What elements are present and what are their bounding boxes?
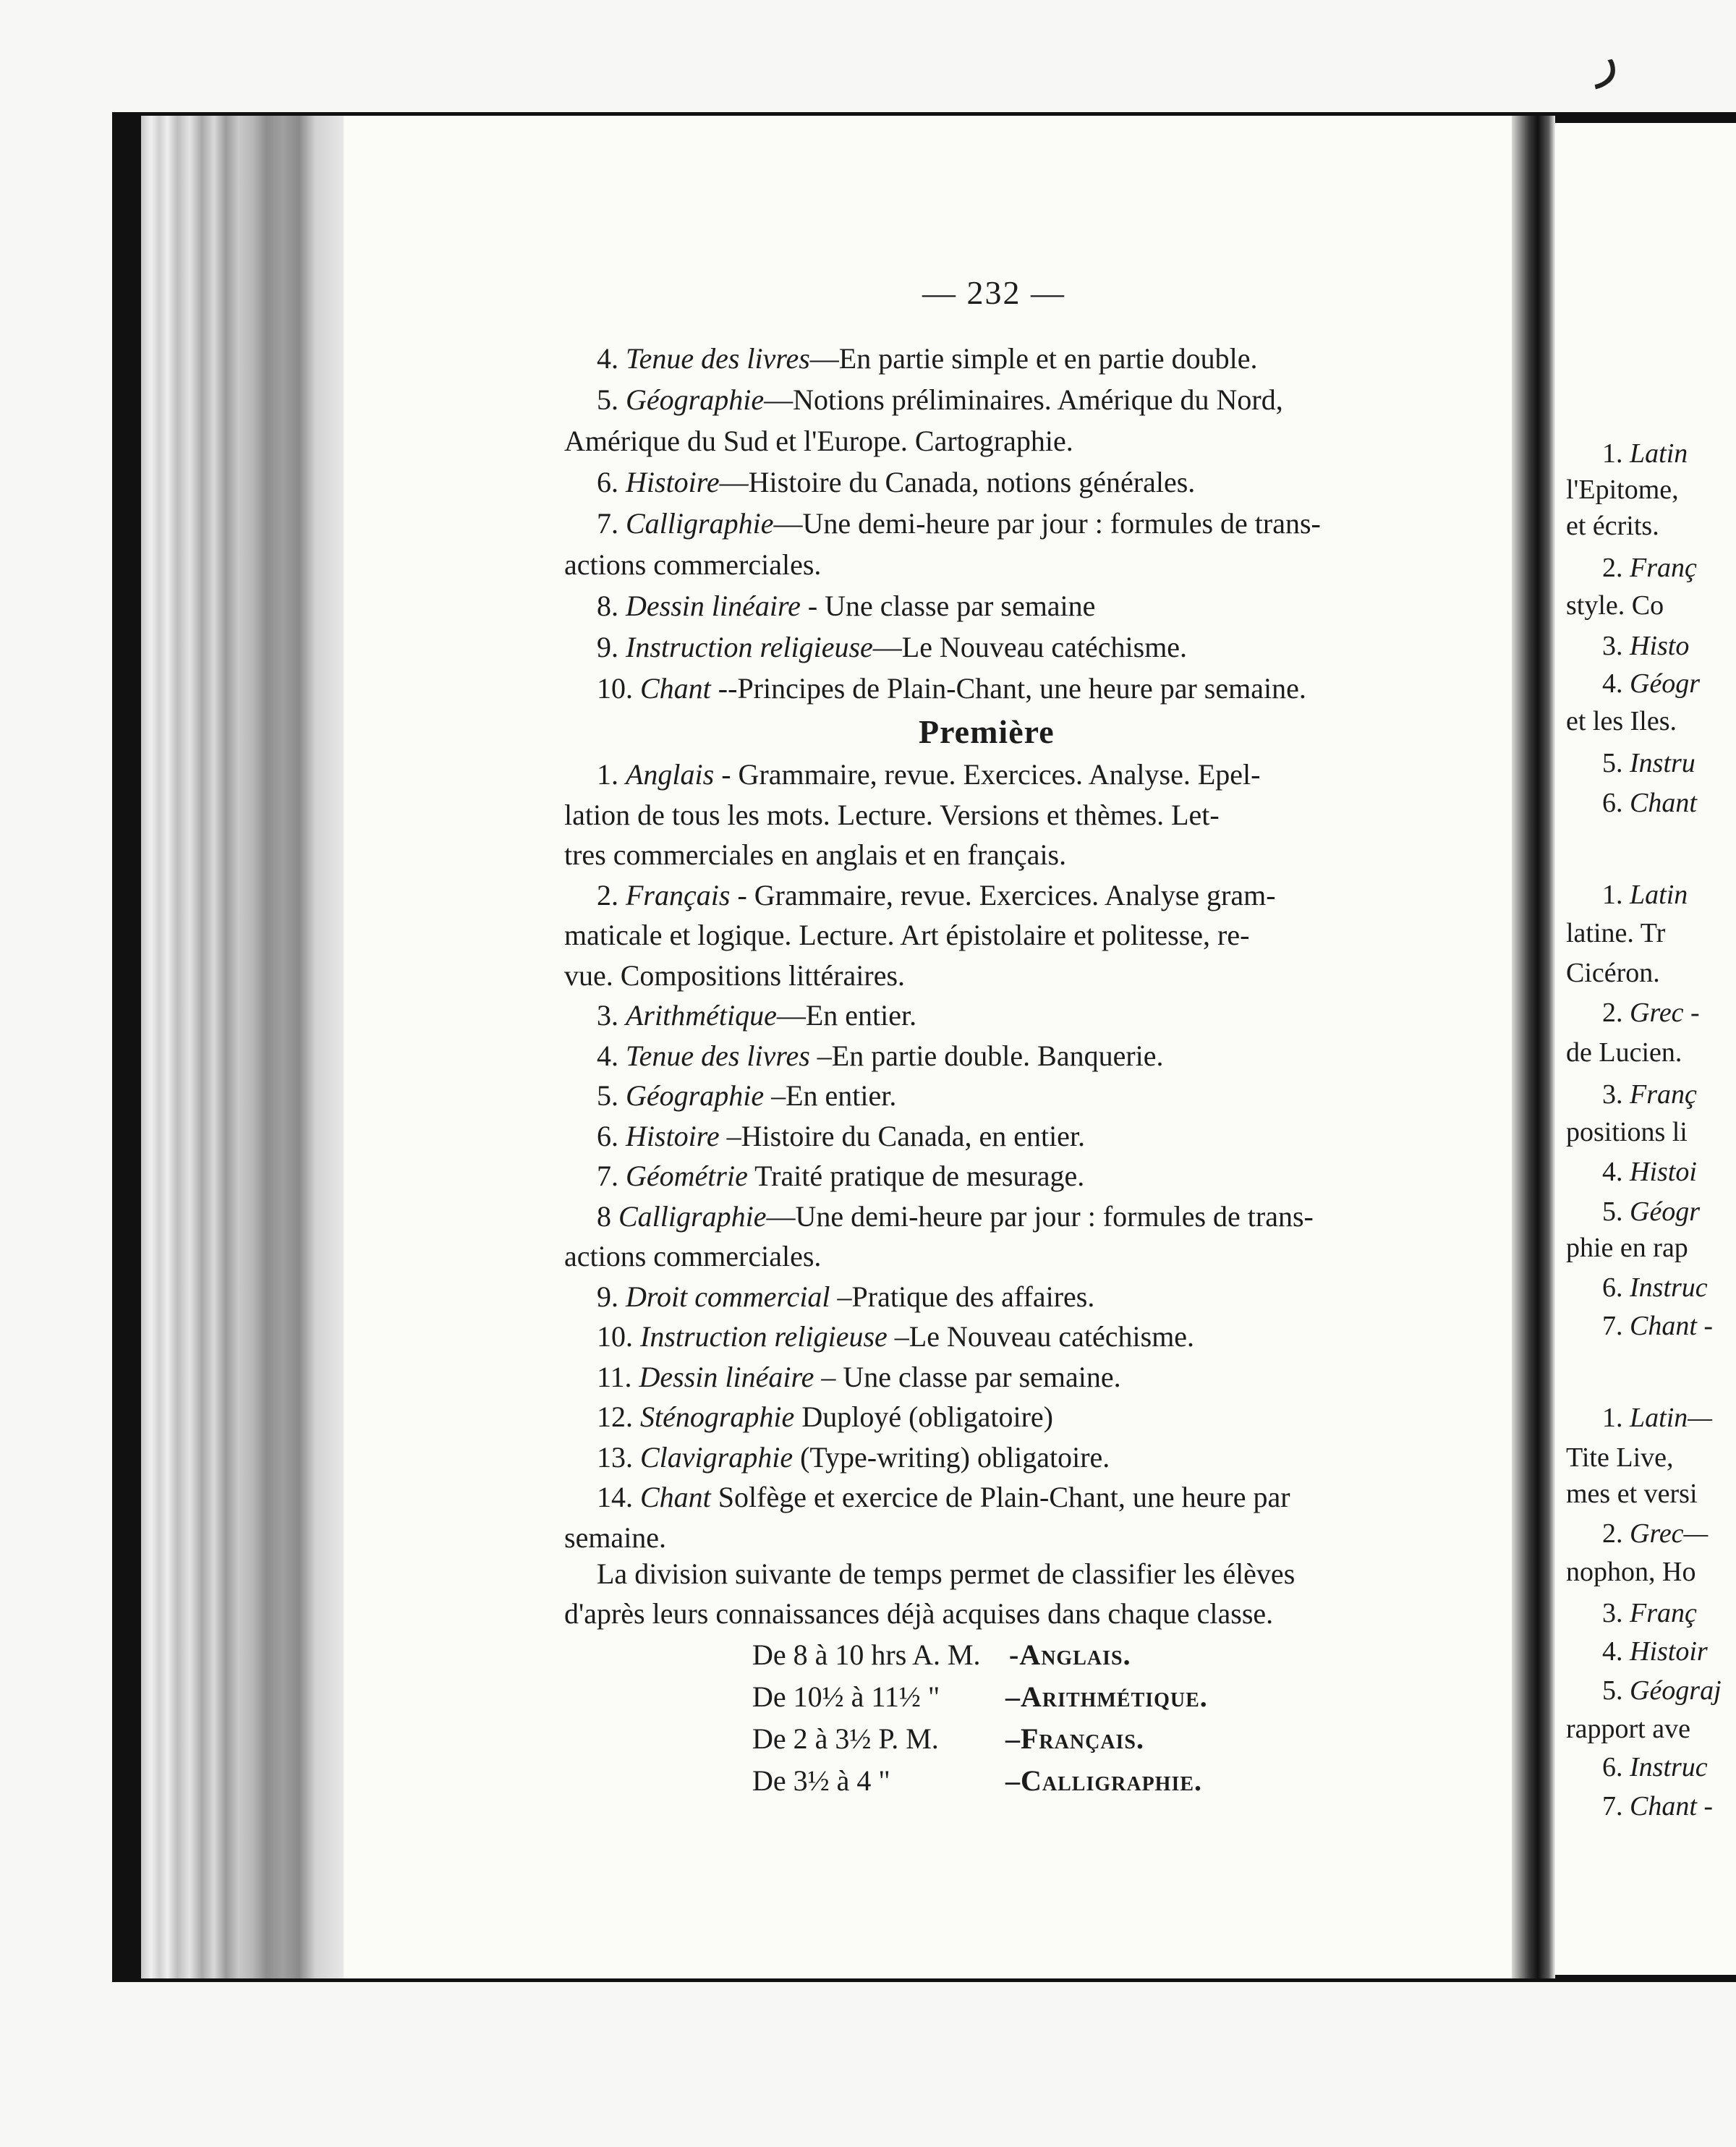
item-number: 7. <box>597 1160 626 1192</box>
subject-description: –En entier. <box>764 1079 897 1112</box>
subject-name: Grec - <box>1630 998 1700 1028</box>
item-number: 5. <box>1602 1675 1630 1706</box>
book-page-edges <box>141 116 344 1978</box>
right-page-course-line <box>1602 1749 1708 1785</box>
right-page-course-line <box>1602 785 1697 821</box>
item-number: 4. <box>1602 668 1630 699</box>
course-line <box>597 629 1465 666</box>
course-line <box>597 670 1465 707</box>
schedule-time: De 10½ à 11½ " <box>752 1680 940 1713</box>
right-page-course-line <box>1602 1076 1697 1113</box>
subject-description: --Principes de Plain-Chant, une heure par semaine. <box>710 672 1306 705</box>
right-page-course-line <box>1602 1633 1708 1670</box>
subject-name: Histoire <box>626 466 720 498</box>
right-page-course-line <box>1602 1154 1697 1190</box>
right-page-course-line <box>1602 745 1695 781</box>
item-number: 1. <box>1602 1403 1630 1433</box>
subject-description: - Une classe par semaine <box>800 590 1096 622</box>
subject-name: Instruc <box>1630 1752 1708 1782</box>
continuation-line: maticale et logique. Lecture. Art épistolaire et politesse, re- <box>564 919 1250 951</box>
item-number: 6. <box>1602 788 1630 818</box>
subject-name: Latin— <box>1630 1403 1713 1433</box>
subject-name: Calligraphie <box>626 507 774 540</box>
course-line <box>597 1077 1465 1115</box>
item-number: 9. <box>597 631 626 663</box>
subject-description: –Histoire du Canada, en entier. <box>719 1119 1086 1152</box>
subject-name: Chant - <box>1630 1791 1714 1821</box>
right-page-continuation: latine. Tr <box>1566 918 1666 948</box>
subject-description: —Histoire du Canada, notions générales. <box>719 466 1196 498</box>
item-number: 9. <box>597 1280 626 1313</box>
subject-description: Traité pratique de mesurage. <box>747 1160 1085 1192</box>
course-line <box>597 1359 1465 1396</box>
continuation-line: semaine. <box>564 1521 667 1554</box>
course-line <box>597 1157 1465 1195</box>
subject-name: Histoi <box>1630 1157 1697 1187</box>
section-heading: Première <box>919 713 1055 750</box>
right-page-continuation: positions li <box>1566 1117 1688 1147</box>
item-number: 5. <box>597 1079 626 1112</box>
subject-name: Français <box>626 878 731 911</box>
right-page-course-line <box>1602 1308 1713 1344</box>
item-number: 12. <box>597 1400 640 1433</box>
right-page-course-line <box>1602 550 1697 586</box>
subject-name: Franç <box>1630 553 1697 583</box>
schedule-subject: -Anglais. <box>1009 1638 1131 1671</box>
subject-name: Chant <box>640 672 711 705</box>
subject-description: —Notions préliminaires. Amérique du Nord, <box>764 383 1283 416</box>
subject-name: Dessin linéaire <box>639 1360 814 1393</box>
subject-name: Instruc <box>1630 1272 1708 1303</box>
item-number: 10. <box>597 672 640 705</box>
item-number: 2. <box>597 878 626 911</box>
subject-description: Solfège et exercice de Plain-Chant, une heure par <box>710 1481 1290 1513</box>
continuation-line: vue. Compositions littéraires. <box>564 958 906 992</box>
subject-name: Chant - <box>1630 1311 1714 1341</box>
film-corner-mark: ر <box>1586 28 1622 88</box>
course-line <box>597 587 1465 625</box>
subject-name: Dessin linéaire <box>626 590 801 622</box>
course-line <box>597 1037 1465 1075</box>
course-line <box>597 505 1465 543</box>
subject-description: —Le Nouveau catéchisme. <box>872 631 1188 663</box>
right-page-continuation: et écrits. <box>1566 511 1659 541</box>
right-page-course-line <box>1602 1270 1708 1306</box>
course-line <box>597 381 1465 419</box>
course-line <box>597 340 1465 378</box>
subject-name: Chant <box>640 1481 711 1513</box>
item-number: 7. <box>1602 1791 1630 1821</box>
schedule-time: De 2 à 3½ P. M. <box>752 1722 939 1755</box>
subject-description: –En partie double. Banquerie. <box>809 1039 1164 1072</box>
subject-name: Franç <box>1630 1079 1697 1110</box>
subject-name: Instruction religieuse <box>640 1320 888 1353</box>
schedule-subject: –Calligraphie. <box>1005 1764 1203 1797</box>
subject-description: —En partie simple et en partie double. <box>809 342 1258 375</box>
closing-line: d'après leurs connaissances déjà acquises dans chaque classe. <box>564 1597 1274 1630</box>
subject-name: Géométrie <box>626 1160 748 1192</box>
subject-name: Instru <box>1630 748 1695 778</box>
subject-name: Latin <box>1630 438 1688 469</box>
subject-description: - Grammaire, revue. Exercices. Analyse gram- <box>730 878 1276 911</box>
item-number: 4. <box>597 342 626 375</box>
course-line <box>597 1278 1465 1316</box>
item-number: 5. <box>1602 1196 1630 1227</box>
subject-name: Chant <box>1630 788 1697 818</box>
right-page-continuation: l'Epitome, <box>1566 475 1679 505</box>
course-line <box>597 1318 1465 1356</box>
course-line <box>597 877 1465 914</box>
right-page-continuation: de Lucien. <box>1566 1037 1682 1068</box>
course-line <box>597 756 1465 794</box>
schedule-time: De 8 à 10 hrs A. M. <box>752 1638 981 1671</box>
right-page-course-line <box>1602 1194 1700 1230</box>
item-number: 1. <box>1602 880 1630 910</box>
item-number: 4. <box>1602 1636 1630 1667</box>
right-page-course-line <box>1602 1595 1697 1631</box>
item-number: 3. <box>1602 1079 1630 1110</box>
right-page-continuation: Cicéron. <box>1566 958 1660 988</box>
page-number: — 232 — <box>922 274 1065 311</box>
subject-name: Grec— <box>1630 1518 1709 1549</box>
schedule-subject: –Français. <box>1005 1722 1145 1755</box>
subject-description: –Le Nouveau catéchisme. <box>887 1320 1195 1353</box>
item-number: 1. <box>1602 438 1630 469</box>
subject-name: Histoir <box>1630 1636 1708 1667</box>
item-number: 6. <box>1602 1752 1630 1782</box>
subject-name: Latin <box>1630 880 1688 910</box>
item-number: 14. <box>597 1481 640 1513</box>
right-page-continuation: mes et versi <box>1566 1479 1698 1509</box>
subject-name: Géogr <box>1630 1196 1701 1227</box>
item-number: 7. <box>597 507 626 540</box>
item-number: 8. <box>597 590 626 622</box>
right-page-course-line <box>1602 1788 1713 1824</box>
course-line <box>597 464 1465 501</box>
subject-name: Géographie <box>626 1079 765 1112</box>
right-page-course-line <box>1602 995 1700 1031</box>
subject-name: Franç <box>1630 1598 1697 1628</box>
subject-name: Calligraphie <box>618 1199 767 1233</box>
right-page-course-line <box>1602 1515 1708 1552</box>
subject-description: – Une classe par semaine. <box>814 1360 1121 1393</box>
course-line <box>597 1439 1465 1476</box>
item-number: 4. <box>597 1039 626 1072</box>
subject-name: Arithmétique <box>626 999 777 1032</box>
right-page-course-line <box>1602 1400 1712 1436</box>
subject-description: (Type-writing) obligatoire. <box>793 1440 1110 1474</box>
subject-name: Histoire <box>626 1119 720 1152</box>
subject-name: Géogr <box>1630 668 1701 699</box>
right-page-continuation: rapport ave <box>1566 1714 1690 1744</box>
item-number: 3. <box>1602 631 1630 661</box>
subject-name: Tenue des livres <box>626 342 810 375</box>
right-page-continuation: style. Co <box>1566 590 1664 621</box>
item-number: 3. <box>1602 1598 1630 1628</box>
subject-description: Duployé (obligatoire) <box>794 1400 1053 1433</box>
right-page-continuation: phie en rap <box>1566 1233 1688 1263</box>
right-page-course-line <box>1602 1672 1722 1709</box>
item-number: 3. <box>597 999 626 1032</box>
course-line <box>597 997 1465 1034</box>
book-gutter <box>1512 116 1555 1978</box>
subject-description: –Pratique des affaires. <box>830 1280 1095 1313</box>
continuation-line: lation de tous les mots. Lecture. Versions et thèmes. Let- <box>564 798 1220 831</box>
right-page-course-line <box>1602 877 1688 913</box>
subject-name: Histo <box>1630 631 1690 661</box>
item-number: 10. <box>597 1320 640 1353</box>
closing-line: La division suivante de temps permet de classifier les élèves <box>597 1557 1295 1590</box>
schedule-subject: –Arithmétique. <box>1005 1680 1208 1713</box>
item-number: 5. <box>1602 748 1630 778</box>
course-line <box>597 1118 1465 1155</box>
item-number: 2. <box>1602 998 1630 1028</box>
schedule-time: De 3½ à 4 " <box>752 1764 890 1797</box>
subject-name: Tenue des livres <box>626 1039 810 1072</box>
item-number: 5. <box>597 383 626 416</box>
subject-name: Géograj <box>1630 1675 1722 1706</box>
continuation-line: actions commerciales. <box>564 548 822 581</box>
continuation-line: actions commerciales. <box>564 1240 822 1272</box>
item-number: 6. <box>597 466 626 498</box>
course-line <box>597 1479 1465 1516</box>
right-page-continuation: Tite Live, <box>1566 1442 1674 1473</box>
right-page-continuation: nophon, Ho <box>1566 1557 1696 1587</box>
item-number: 11. <box>597 1360 639 1393</box>
item-number: 6. <box>597 1119 626 1152</box>
subject-name: Clavigraphie <box>640 1440 793 1474</box>
subject-name: Droit commercial <box>626 1280 830 1313</box>
subject-name: Anglais <box>626 758 715 791</box>
right-page-course-line <box>1602 666 1700 702</box>
item-number: 8 <box>597 1199 618 1233</box>
subject-description: —Une demi-heure par jour : formules de trans- <box>766 1199 1314 1233</box>
item-number: 7. <box>1602 1311 1630 1341</box>
right-page-continuation: et les Iles. <box>1566 706 1677 736</box>
item-number: 6. <box>1602 1272 1630 1303</box>
course-line <box>597 1198 1465 1236</box>
right-page-course-line <box>1602 435 1688 472</box>
item-number: 1. <box>597 758 626 791</box>
subject-name: Géographie <box>626 383 765 416</box>
course-line <box>597 1398 1465 1436</box>
item-number: 13. <box>597 1440 640 1474</box>
subject-name: Sténographie <box>640 1400 795 1433</box>
continuation-line: Amérique du Sud et l'Europe. Cartographie. <box>564 425 1073 457</box>
subject-description: —En entier. <box>776 999 917 1032</box>
subject-description: - Grammaire, revue. Exercices. Analyse. Epel- <box>714 758 1261 791</box>
subject-description: —Une demi-heure par jour : formules de trans- <box>773 507 1321 540</box>
subject-name: Instruction religieuse <box>626 631 873 663</box>
item-number: 2. <box>1602 553 1630 583</box>
continuation-line: tres commerciales en anglais et en français. <box>564 838 1067 871</box>
item-number: 2. <box>1602 1518 1630 1549</box>
item-number: 4. <box>1602 1157 1630 1187</box>
right-page-course-line <box>1602 628 1689 664</box>
